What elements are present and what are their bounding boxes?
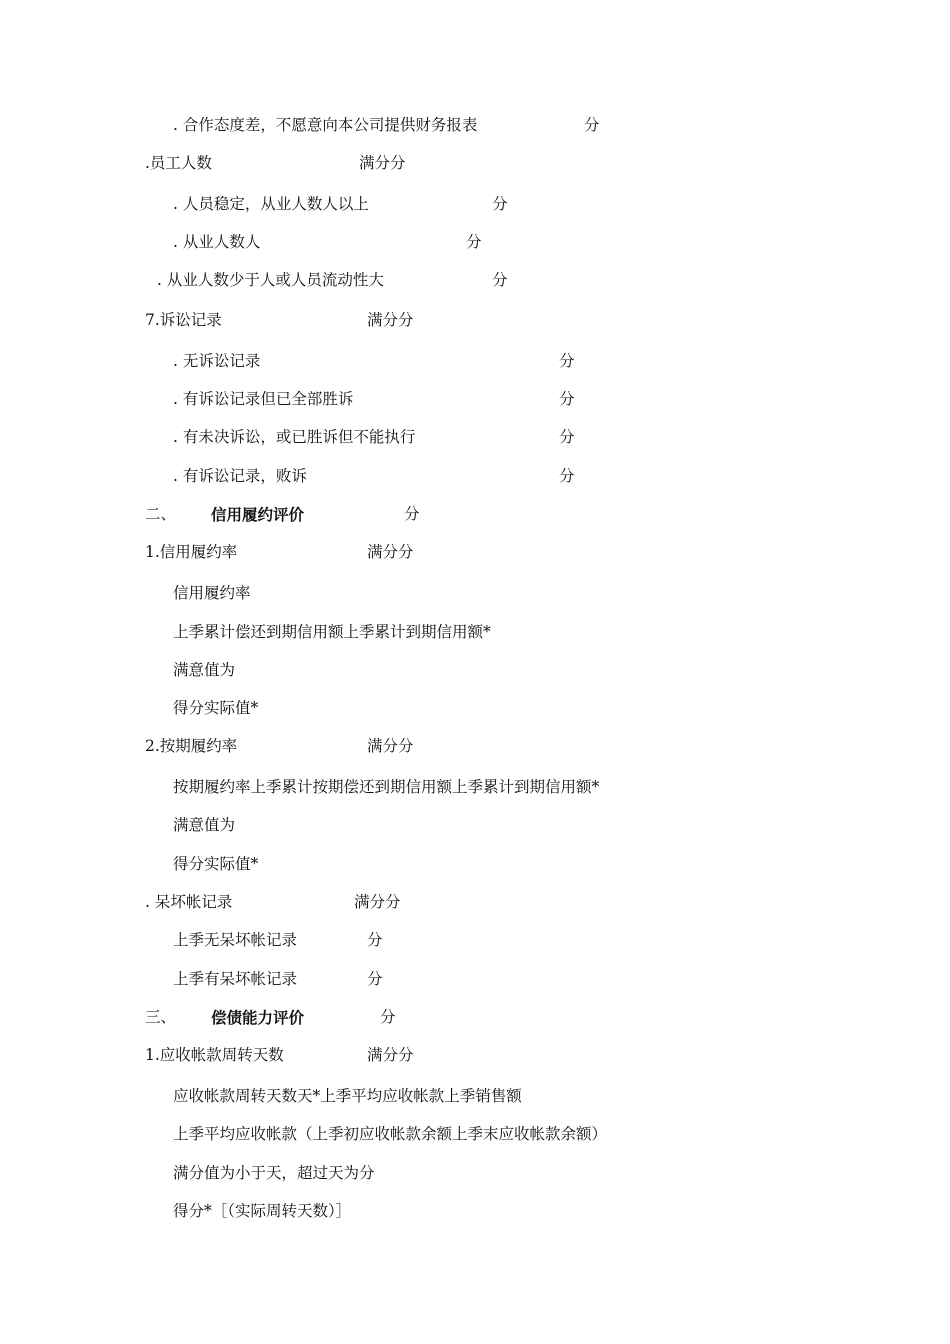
rating-item-text: . 有诉讼记录但已全部胜诉 (173, 390, 354, 408)
rating-item-text: . 人员稳定，从业人数人以上 (173, 195, 369, 213)
score-text: 分 (559, 352, 575, 370)
score-text: 分 (367, 970, 383, 988)
chapter-number: 三、 (145, 1008, 177, 1026)
section-heading-credit-rate: 1.信用履约率 (145, 543, 238, 561)
body-text: 满分值为小于天，超过天为分 (173, 1164, 375, 1182)
formula-text: 应收帐款周转天数天*上季平均应收帐款上季销售额 (173, 1087, 522, 1105)
body-text: 信用履约率 (173, 584, 251, 602)
score-text: 分 (492, 271, 508, 289)
rating-item-text: 上季有呆坏帐记录 (173, 970, 298, 988)
score-text: 分 (404, 505, 420, 523)
score-text: 分 (584, 116, 600, 134)
full-score-text: 满分分 (367, 311, 414, 329)
score-text: 分 (492, 195, 508, 213)
score-text: 分 (559, 467, 575, 485)
body-text: 满意值为 (173, 816, 236, 834)
rating-item-text: . 从业人数人 (173, 233, 261, 251)
body-text: 满意值为 (173, 661, 236, 679)
full-score-text: 满分分 (367, 1046, 414, 1064)
section-heading-staff-count: .员工人数 (145, 154, 212, 172)
chapter-title-debt-capacity: 偿债能力评价 (211, 1008, 305, 1027)
score-text: 分 (559, 428, 575, 446)
formula-text: 得分*［（实际周转天数）］ (173, 1202, 352, 1220)
rating-item-text: . 有诉讼记录，败诉 (173, 467, 307, 485)
score-text: 分 (559, 390, 575, 408)
formula-text: 按期履约率上季累计按期偿还到期信用额上季累计到期信用额* (173, 778, 600, 796)
formula-text: 上季累计偿还到期信用额上季累计到期信用额* (173, 623, 491, 641)
full-score-text: 满分分 (367, 737, 414, 755)
section-heading-litigation: 7.诉讼记录 (145, 311, 222, 329)
full-score-text: 满分分 (359, 154, 406, 172)
rating-item-text: . 合作态度差，不愿意向本公司提供财务报表 (173, 116, 478, 134)
score-text: 分 (466, 233, 482, 251)
rating-item-text: . 有未决诉讼，或已胜诉但不能执行 (173, 428, 416, 446)
rating-item-text: 上季无呆坏帐记录 (173, 931, 298, 949)
section-heading-on-time-rate: 2.按期履约率 (145, 737, 238, 755)
chapter-title-credit-performance: 信用履约评价 (211, 505, 305, 524)
section-heading-receivable-days: 1.应收帐款周转天数 (145, 1046, 284, 1064)
score-text: 分 (367, 931, 383, 949)
body-text: 得分实际值* (173, 855, 259, 873)
score-text: 分 (380, 1008, 396, 1026)
body-text: 得分实际值* (173, 699, 259, 717)
rating-item-text: . 无诉讼记录 (173, 352, 261, 370)
full-score-text: 满分分 (354, 893, 401, 911)
rating-item-text: . 从业人数少于人或人员流动性大 (157, 271, 384, 289)
full-score-text: 满分分 (367, 543, 414, 561)
formula-text: 上季平均应收帐款（上季初应收帐款余额上季末应收帐款余额） (173, 1125, 608, 1143)
chapter-number: 二、 (145, 505, 177, 523)
section-heading-bad-debt: . 呆坏帐记录 (145, 893, 233, 911)
